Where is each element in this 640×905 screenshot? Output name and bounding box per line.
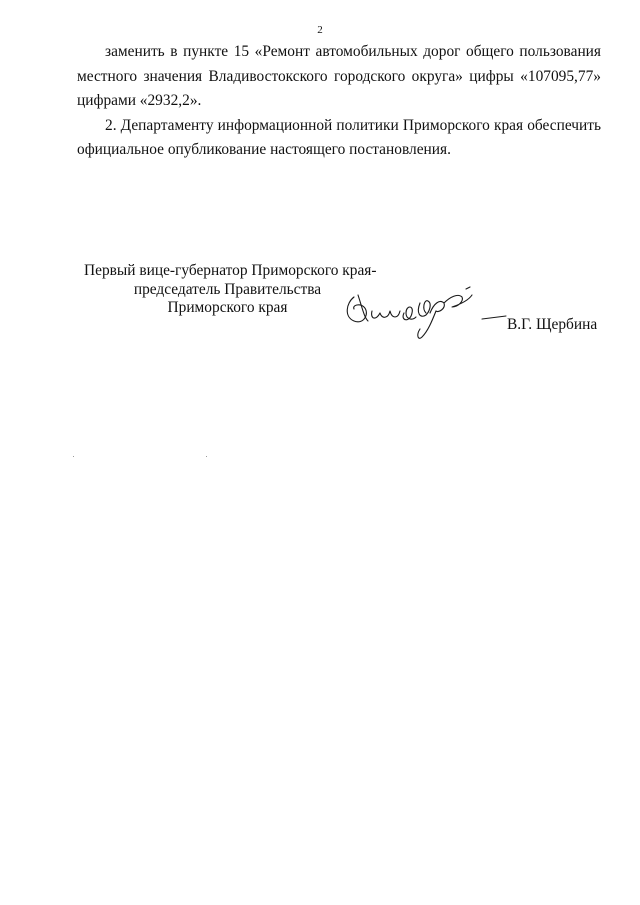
signatory-position-line-3: Приморского края: [167, 299, 288, 316]
paragraph-amendment: заменить в пункте 15 «Ремонт автомобильных дорог общего пользования местного значения Владивостокского городского округа» цифры «107095,77» цифрами «2932,2».: [77, 43, 601, 109]
scan-speck: [73, 456, 74, 457]
paragraph-publication: 2. Департаменту информационной политики Приморского края обеспечить официальное опубликование настоящего постановления.: [77, 116, 601, 158]
scan-speck: [206, 456, 207, 457]
signatory-name: В.Г. Щербина: [507, 316, 598, 333]
document-body: [77, 40, 601, 163]
signatory-position-line-1: Первый вице-губернатор Приморского края-: [84, 262, 377, 279]
page-number: 2: [317, 24, 323, 36]
handwritten-signature: [340, 283, 510, 343]
signatory-position-line-2: председатель Правительства: [133, 281, 322, 298]
